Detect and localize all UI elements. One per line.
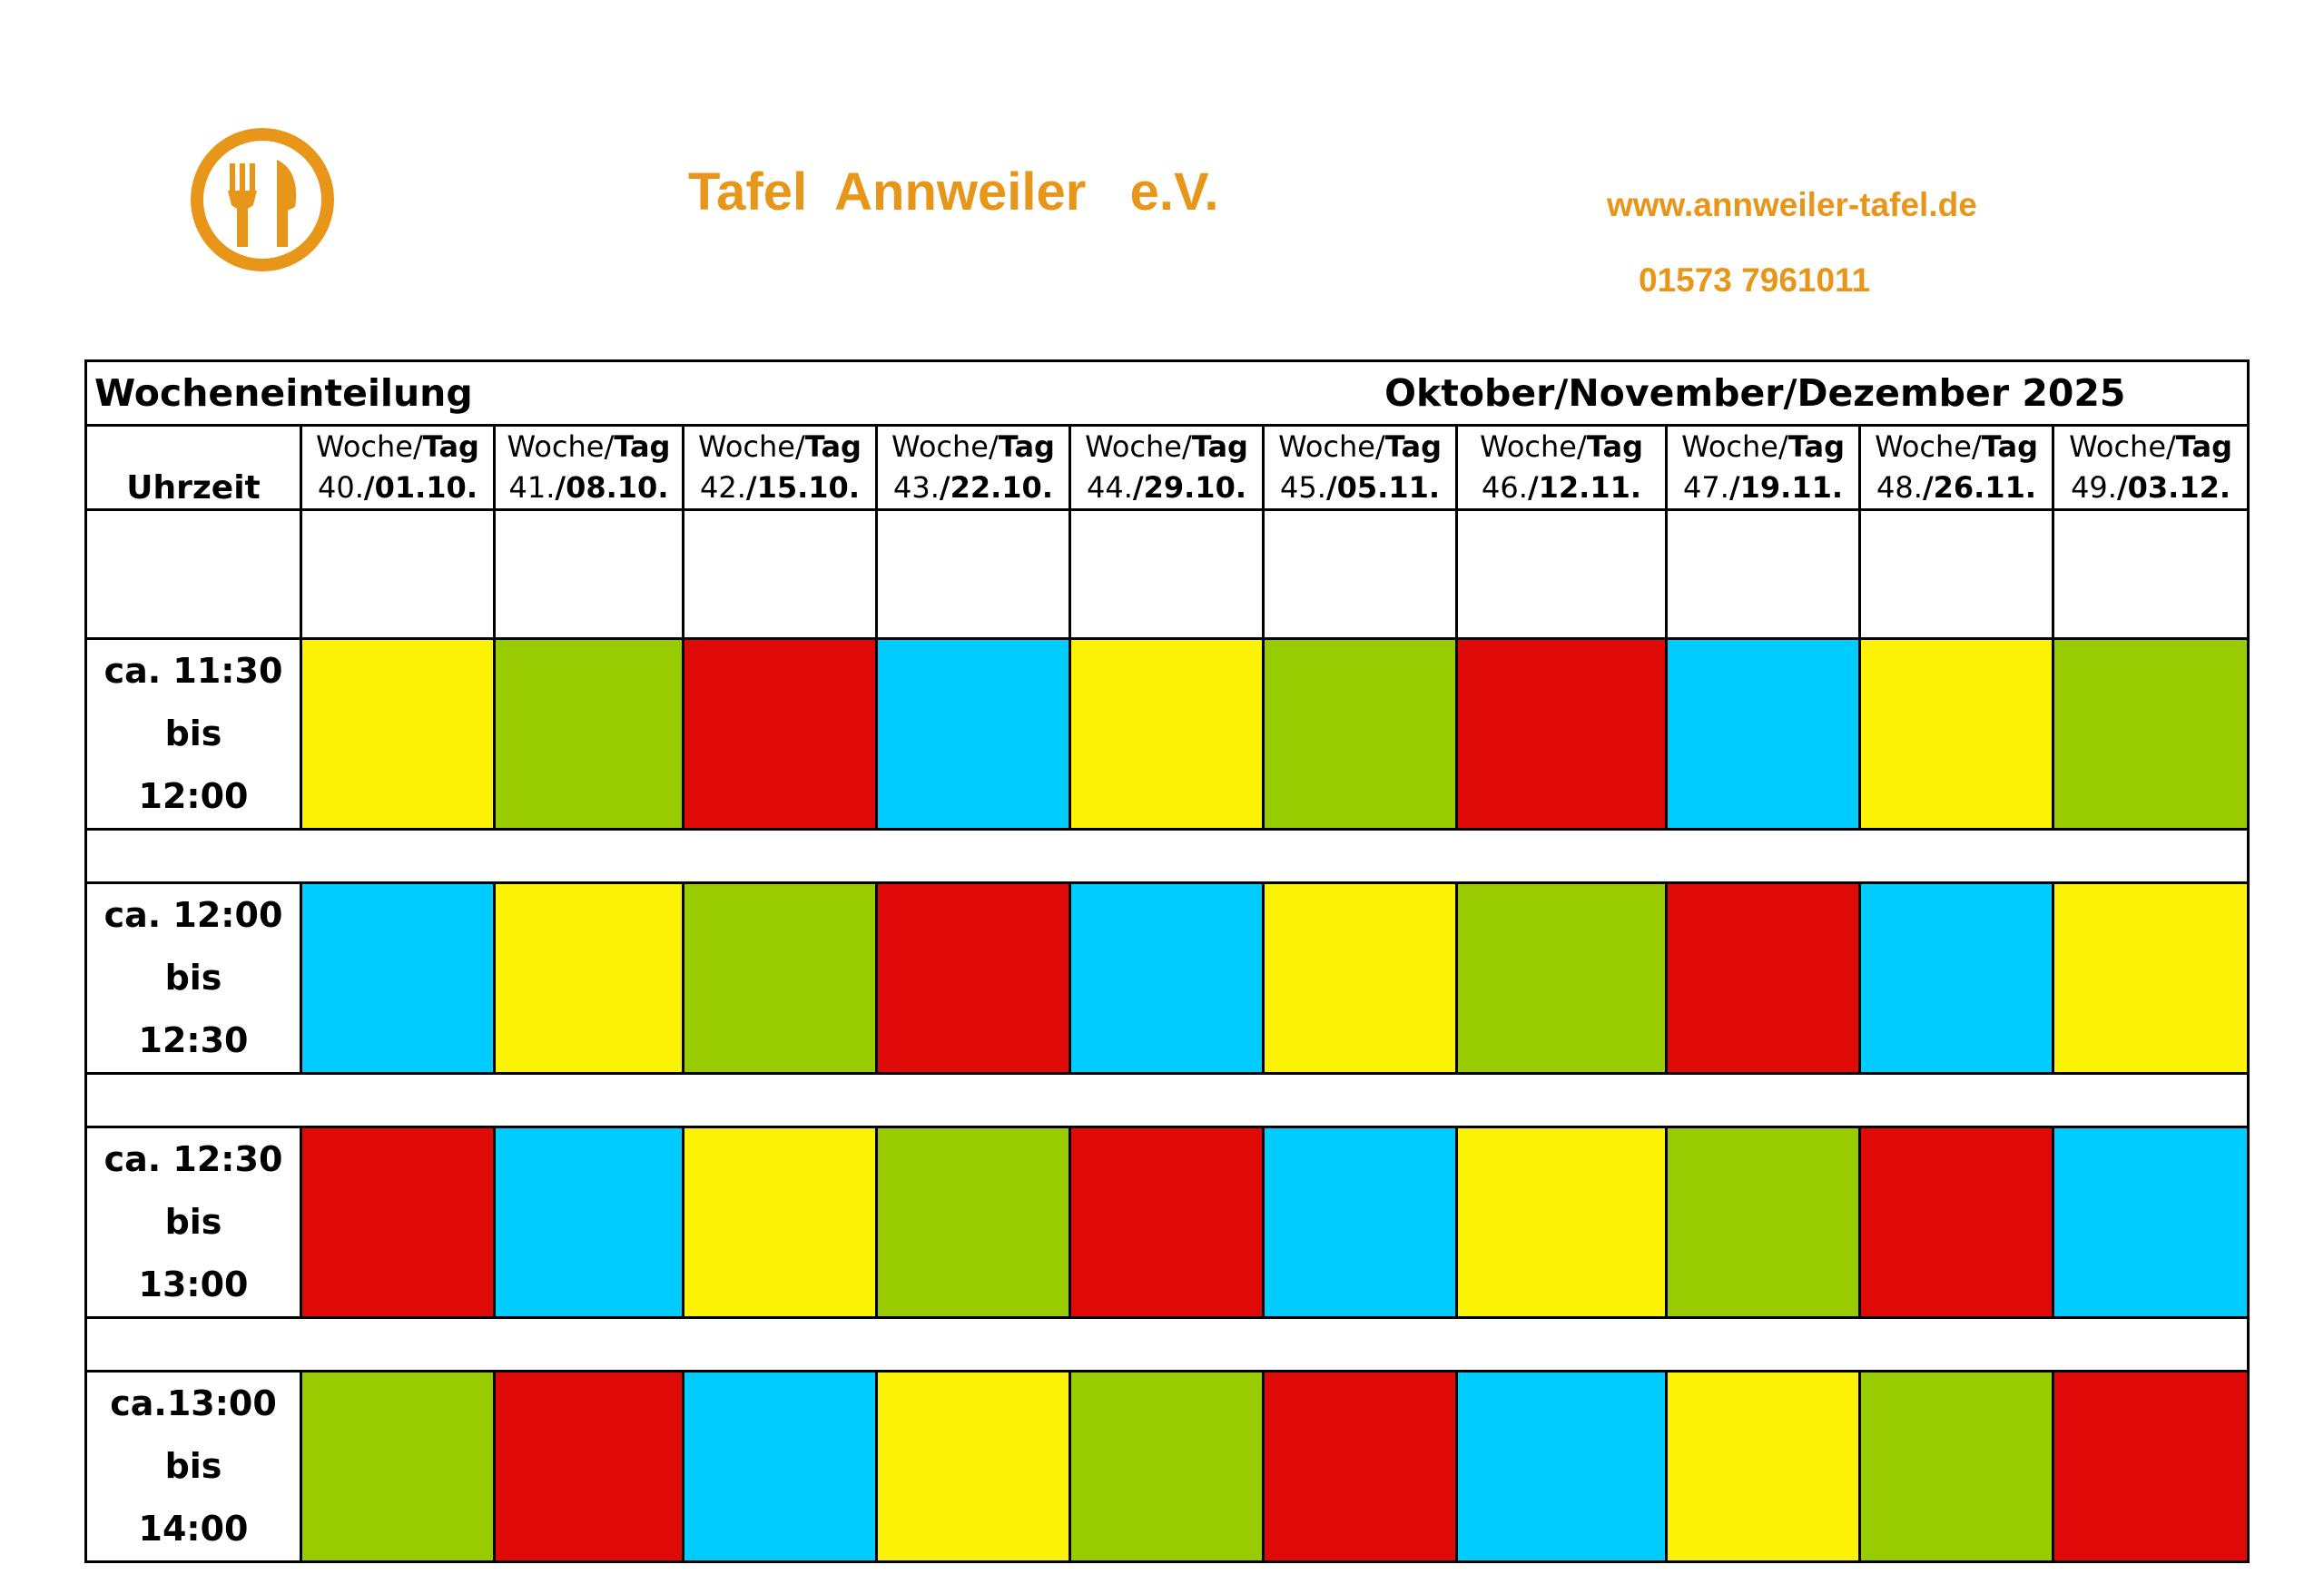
color-group-cell-blue [1860,883,2053,1074]
tag-label: Tag [422,429,479,464]
color-group-cell-blue [1667,639,1860,830]
tag-label: Tag [1787,429,1845,464]
phone-number: 01573 7961011 [1639,261,1871,299]
color-group-cell-red [2053,1372,2249,1562]
tag-label: Tag [804,429,862,464]
tag-label: Tag [1981,429,2038,464]
color-group-cell-red [1264,1372,1457,1562]
time-slot-line1: ca.13:00 [110,1383,277,1423]
week-date-cell [877,467,1070,510]
header-date-row [86,467,2249,510]
time-slot-line2: bis [164,1446,222,1486]
week-date-cell [1457,467,1667,510]
week-label-cell [2053,426,2249,467]
week-number: 44. [1087,470,1133,505]
week-label-cell [1457,426,1667,467]
color-group-cell-red [1457,639,1667,830]
color-group-cell-red [877,883,1070,1074]
schedule-table [84,359,2250,1563]
time-slot-row [86,1372,2249,1562]
blank-cell [684,510,877,639]
week-date: /08.10. [555,470,669,505]
week-number: 40. [318,470,364,505]
color-group-cell-blue [2053,1127,2249,1318]
week-date: /05.11. [1325,470,1440,505]
week-number: 41. [508,470,556,505]
color-group-cell-green [1667,1127,1860,1318]
blank-cell [495,510,684,639]
blank-cell [86,510,301,639]
color-group-cell-blue [684,1372,877,1562]
color-group-cell-yellow [684,1127,877,1318]
week-label-cell [1070,426,1264,467]
color-group-cell-yellow [1070,639,1264,830]
spacer-row [86,830,2249,883]
color-group-cell-red [1070,1127,1264,1318]
week-number: 42. [700,470,746,505]
time-slot-line2: bis [164,713,222,753]
week-label-cell [1264,426,1457,467]
color-group-cell-yellow [1457,1127,1667,1318]
table-title-row [86,361,2249,426]
tag-label: Tag [2175,429,2232,464]
color-group-cell-yellow [2053,883,2249,1074]
time-slot-row [86,1127,2249,1318]
week-date-cell [301,467,495,510]
blank-cell [1070,510,1264,639]
color-group-cell-blue [1070,883,1264,1074]
color-group-cell-blue [877,639,1070,830]
woche-label: Woche/ [2069,429,2176,464]
week-label-cell [1667,426,1860,467]
header-woche-row [86,426,2249,467]
color-group-cell-blue [1457,1372,1667,1562]
time-slot-line3: 12:00 [138,776,249,816]
period-title-cell [1264,361,2249,426]
week-date-cell [684,467,877,510]
blank-row [86,510,2249,639]
week-date: /22.10. [939,470,1053,505]
color-group-cell-yellow [877,1372,1070,1562]
time-slot-line1: ca. 12:30 [103,1139,283,1179]
woche-label: Woche/ [1875,429,1982,464]
week-date-cell [1667,467,1860,510]
woche-label: Woche/ [1085,429,1192,464]
woche-label: Woche/ [316,429,423,464]
time-slot-label [86,1372,301,1562]
time-slot-label [86,883,301,1074]
time-slot-line2: bis [164,1202,222,1242]
woche-label: Woche/ [1681,429,1788,464]
blank-cell [1860,510,2053,639]
week-date: /19.11. [1728,470,1843,505]
time-column-header: Uhrzeit [86,467,301,510]
color-group-cell-yellow [1264,883,1457,1074]
table-title-cell [86,361,1264,426]
blank-cell [1667,510,1860,639]
tag-label: Tag [998,429,1055,464]
spacer-cell [86,1318,2249,1372]
woche-label: Woche/ [1278,429,1385,464]
blank-cell [2053,510,2249,639]
time-slot-row [86,639,2249,830]
color-group-cell-green [1457,883,1667,1074]
color-group-cell-red [1860,1127,2053,1318]
week-date-cell [1070,467,1264,510]
week-number: 49. [2071,470,2117,505]
color-group-cell-green [877,1127,1070,1318]
time-slot-line3: 12:30 [138,1020,249,1060]
blank-cell [1264,510,1457,639]
tag-label: Tag [1384,429,1442,464]
week-label-cell [495,426,684,467]
week-number: 47. [1683,470,1729,505]
week-number: 45. [1280,470,1326,505]
color-group-cell-green [684,883,877,1074]
color-group-cell-yellow [1667,1372,1860,1562]
spacer-row [86,1318,2249,1372]
week-label-cell [877,426,1070,467]
table-title: Wocheneinteilung [94,371,473,415]
week-number: 43. [893,470,940,505]
spacer-row [86,1074,2249,1127]
tag-label: Tag [1586,429,1643,464]
tag-label: Tag [614,429,671,464]
color-group-cell-green [1070,1372,1264,1562]
color-group-cell-red [1667,883,1860,1074]
blank-cell [1457,510,1667,639]
week-date: /12.11. [1527,470,1641,505]
blank-cell [877,510,1070,639]
color-group-cell-red [684,639,877,830]
week-date-cell [495,467,684,510]
color-group-cell-yellow [1860,639,2053,830]
woche-label: Woche/ [1480,429,1587,464]
week-date: /26.11. [1922,470,2036,505]
week-date-cell [1264,467,1457,510]
organization-title: Tafel Annweiler e.V. [688,162,1219,221]
woche-label: Woche/ [698,429,805,464]
week-date: /15.10. [745,470,860,505]
color-group-cell-blue [495,1127,684,1318]
time-slot-label [86,639,301,830]
color-group-cell-green [1860,1372,2053,1562]
blank-cell [301,510,495,639]
week-number: 46. [1482,470,1528,505]
week-date-cell [1860,467,2053,510]
color-group-cell-green [495,639,684,830]
woche-label: Woche/ [891,429,999,464]
color-group-cell-green [1264,639,1457,830]
color-group-cell-yellow [495,883,684,1074]
spacer-cell [86,1074,2249,1127]
website-link[interactable]: www.annweiler-tafel.de [1607,186,1977,223]
time-slot-row [86,883,2249,1074]
color-group-cell-yellow [301,639,495,830]
color-group-cell-red [301,1127,495,1318]
time-slot-line3: 13:00 [138,1264,249,1304]
week-date-cell [2053,467,2249,510]
week-date: /29.10. [1132,470,1246,505]
period-title: Oktober/November/Dezember 2025 [1384,371,2126,415]
tag-label: Tag [1191,429,1248,464]
fork-knife-circle-icon [186,127,339,272]
week-label-cell [301,426,495,467]
color-group-cell-green [2053,639,2249,830]
corner-cell [86,426,301,467]
color-group-cell-red [495,1372,684,1562]
week-label-cell [684,426,877,467]
woche-label: Woche/ [507,429,615,464]
spacer-cell [86,830,2249,883]
week-number: 48. [1876,470,1923,505]
week-date: /01.10. [363,470,478,505]
time-slot-line1: ca. 11:30 [103,651,283,691]
color-group-cell-blue [301,883,495,1074]
week-date: /03.12. [2116,470,2231,505]
color-group-cell-blue [1264,1127,1457,1318]
time-slot-line2: bis [164,958,222,998]
time-slot-label [86,1127,301,1318]
time-slot-line1: ca. 12:00 [103,895,283,935]
time-slot-line3: 14:00 [138,1509,249,1549]
week-label-cell [1860,426,2053,467]
color-group-cell-green [301,1372,495,1562]
